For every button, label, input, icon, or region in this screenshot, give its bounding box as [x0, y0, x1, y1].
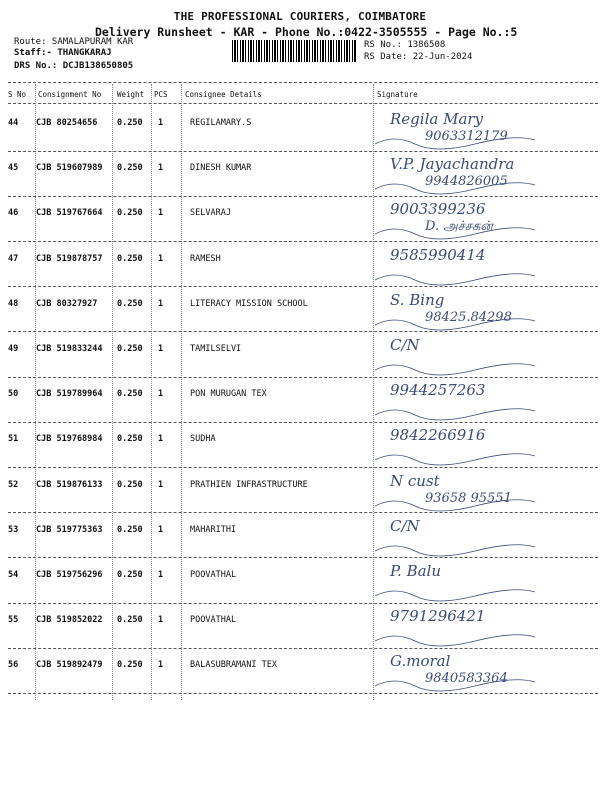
row-sno: 44: [8, 118, 19, 128]
row-sno: 54: [8, 570, 19, 580]
row-sno: 48: [8, 298, 19, 309]
row-sno: 51: [8, 434, 19, 445]
row-pcs: 1: [158, 208, 164, 219]
signature-text: P. Balu: [390, 562, 442, 580]
row-pcs: 1: [158, 163, 164, 174]
row-consignee: MAHARITHI: [190, 524, 237, 535]
signature-stroke: [375, 635, 535, 646]
signature-text: 9585990414: [390, 245, 486, 264]
signature-stroke: [375, 454, 535, 465]
row-weight: 0.250: [117, 570, 143, 580]
signature-text: 9840583364: [425, 671, 508, 687]
row-pcs: 1: [158, 570, 164, 580]
signature-text: C/N: [390, 516, 420, 535]
row-consignee: POOVATHAL: [190, 570, 237, 580]
row-consignee: PON MURUGAN TEX: [190, 389, 267, 400]
row-weight: 0.250: [117, 163, 143, 174]
signature-text: N cust: [390, 471, 440, 490]
row-sno: 52: [8, 479, 19, 490]
row-pcs: 1: [158, 253, 164, 264]
header-sno: S No: [8, 90, 27, 99]
row-pcs: 1: [158, 344, 164, 354]
row-weight: 0.250: [117, 253, 143, 264]
signature-stroke: [375, 409, 535, 420]
row-weight: 0.250: [117, 389, 143, 400]
signature-stroke: [375, 545, 535, 556]
row-signature: [370, 466, 595, 514]
row-weight: 0.250: [117, 434, 143, 445]
row-sno: 55: [8, 615, 19, 626]
row-weight: 0.250: [117, 208, 143, 219]
signature-text: 9003399236: [390, 200, 486, 219]
header-consignment: Consignment No: [38, 90, 102, 99]
row-signature: [370, 149, 595, 197]
row-consignee: POOVATHAL: [190, 615, 237, 626]
signature-stroke: [375, 590, 535, 601]
row-pcs: 1: [158, 615, 164, 626]
row-consignment: CJB 519878757: [36, 253, 103, 264]
row-signature: [370, 330, 595, 378]
signature-text: D. அச்சகன்: [425, 219, 493, 235]
row-signature: [370, 240, 595, 288]
signature-text: 9791296421: [390, 607, 486, 626]
row-consignment: CJB 519833244: [36, 344, 103, 354]
signature-text: G.moral: [390, 652, 451, 671]
drs-number: DRS No.: DCJB138650805: [14, 61, 134, 71]
row-consignee: REGILAMARY.S: [190, 118, 252, 128]
row-pcs: 1: [158, 118, 164, 128]
row-signature: [370, 556, 595, 604]
row-sno: 46: [8, 208, 19, 219]
row-consignment: CJB 519767664: [36, 208, 103, 219]
row-weight: 0.250: [117, 615, 143, 626]
row-consignment: CJB 519607989: [36, 163, 103, 174]
row-weight: 0.250: [117, 298, 143, 309]
row-consignee: DINESH KUMAR: [190, 163, 252, 174]
row-consignment: CJB 519892479: [36, 660, 103, 671]
signature-text: 9944826005: [425, 174, 508, 190]
rs-number: RS No.: 1386508: [364, 40, 446, 50]
row-consignment: CJB 519876133: [36, 479, 103, 490]
row-signature: [370, 601, 595, 649]
row-signature: [370, 194, 595, 242]
company-title: THE PROFESSIONAL COURIERS, COIMBATORE: [173, 10, 427, 23]
header-consignee: Consignee Details: [185, 90, 262, 99]
row-weight: 0.250: [117, 479, 143, 490]
header-weight: Weight: [117, 90, 145, 99]
route-label: Route: SAMALAPURAM KAR: [14, 37, 134, 47]
barcode: [232, 40, 356, 62]
row-consignment: CJB 519756296: [36, 570, 103, 580]
row-consignment: CJB 519852022: [36, 615, 103, 626]
row-consignment: CJB 80327927: [36, 298, 98, 309]
rs-date: RS Date: 22-Jun-2024: [364, 52, 473, 62]
signature-text: 93658 95551: [425, 490, 512, 506]
row-consignment: CJB 519768984: [36, 434, 103, 445]
row-consignee: SELVARAJ: [190, 208, 231, 219]
header-signature: Signature: [377, 90, 418, 99]
row-signature: [370, 285, 595, 333]
row-consignment: CJB 80254656: [36, 118, 98, 128]
signature-text: C/N: [390, 336, 420, 354]
signature-text: 9063312179: [425, 129, 508, 144]
row-weight: 0.250: [117, 660, 143, 671]
row-pcs: 1: [158, 389, 164, 400]
table-row: [0, 652, 600, 704]
signature-stroke: [375, 273, 535, 284]
row-signature: [370, 104, 595, 152]
runsheet-title: Delivery Runsheet - KAR - Phone No.:0422-3505555 - Page No.:5: [95, 25, 518, 39]
row-consignee: PRATHIEN INFRASTRUCTURE: [190, 479, 308, 490]
row-pcs: 1: [158, 660, 164, 671]
row-consignee: BALASUBRAMANI TEX: [190, 660, 277, 671]
row-pcs: 1: [158, 524, 164, 535]
signature-text: Regila Mary: [390, 110, 484, 128]
row-consignment: CJB 519789964: [36, 389, 103, 400]
row-sno: 45: [8, 163, 19, 174]
signature-text: 9842266916: [390, 426, 486, 445]
row-weight: 0.250: [117, 524, 143, 535]
row-pcs: 1: [158, 479, 164, 490]
row-consignee: RAMESH: [190, 253, 221, 264]
row-weight: 0.250: [117, 344, 143, 354]
row-sno: 49: [8, 344, 19, 354]
row-consignee: LITERACY MISSION SCHOOL: [190, 298, 308, 309]
signature-text: S. Bing: [390, 290, 445, 309]
row-divider: [8, 693, 598, 694]
signature-text: V.P. Jayachandra: [390, 155, 515, 174]
signature-text: 9944257263: [390, 381, 486, 400]
row-pcs: 1: [158, 434, 164, 445]
row-sno: 53: [8, 524, 19, 535]
row-sno: 56: [8, 660, 19, 671]
signature-stroke: [375, 364, 535, 375]
signature-text: 98425.84298: [425, 309, 512, 325]
row-pcs: 1: [158, 298, 164, 309]
row-sno: 47: [8, 253, 19, 264]
row-weight: 0.250: [117, 118, 143, 128]
row-signature: [370, 375, 595, 423]
row-signature: [370, 511, 595, 559]
row-consignee: TAMILSELVI: [190, 344, 242, 354]
staff-label: Staff:- THANGKARAJ: [14, 48, 112, 58]
row-signature: [370, 420, 595, 468]
row-sno: 50: [8, 389, 19, 400]
header-pcs: PCS: [154, 90, 168, 99]
row-signature: [370, 646, 595, 694]
divider: [8, 82, 598, 83]
row-consignee: SUDHA: [190, 434, 216, 445]
row-consignment: CJB 519775363: [36, 524, 103, 535]
